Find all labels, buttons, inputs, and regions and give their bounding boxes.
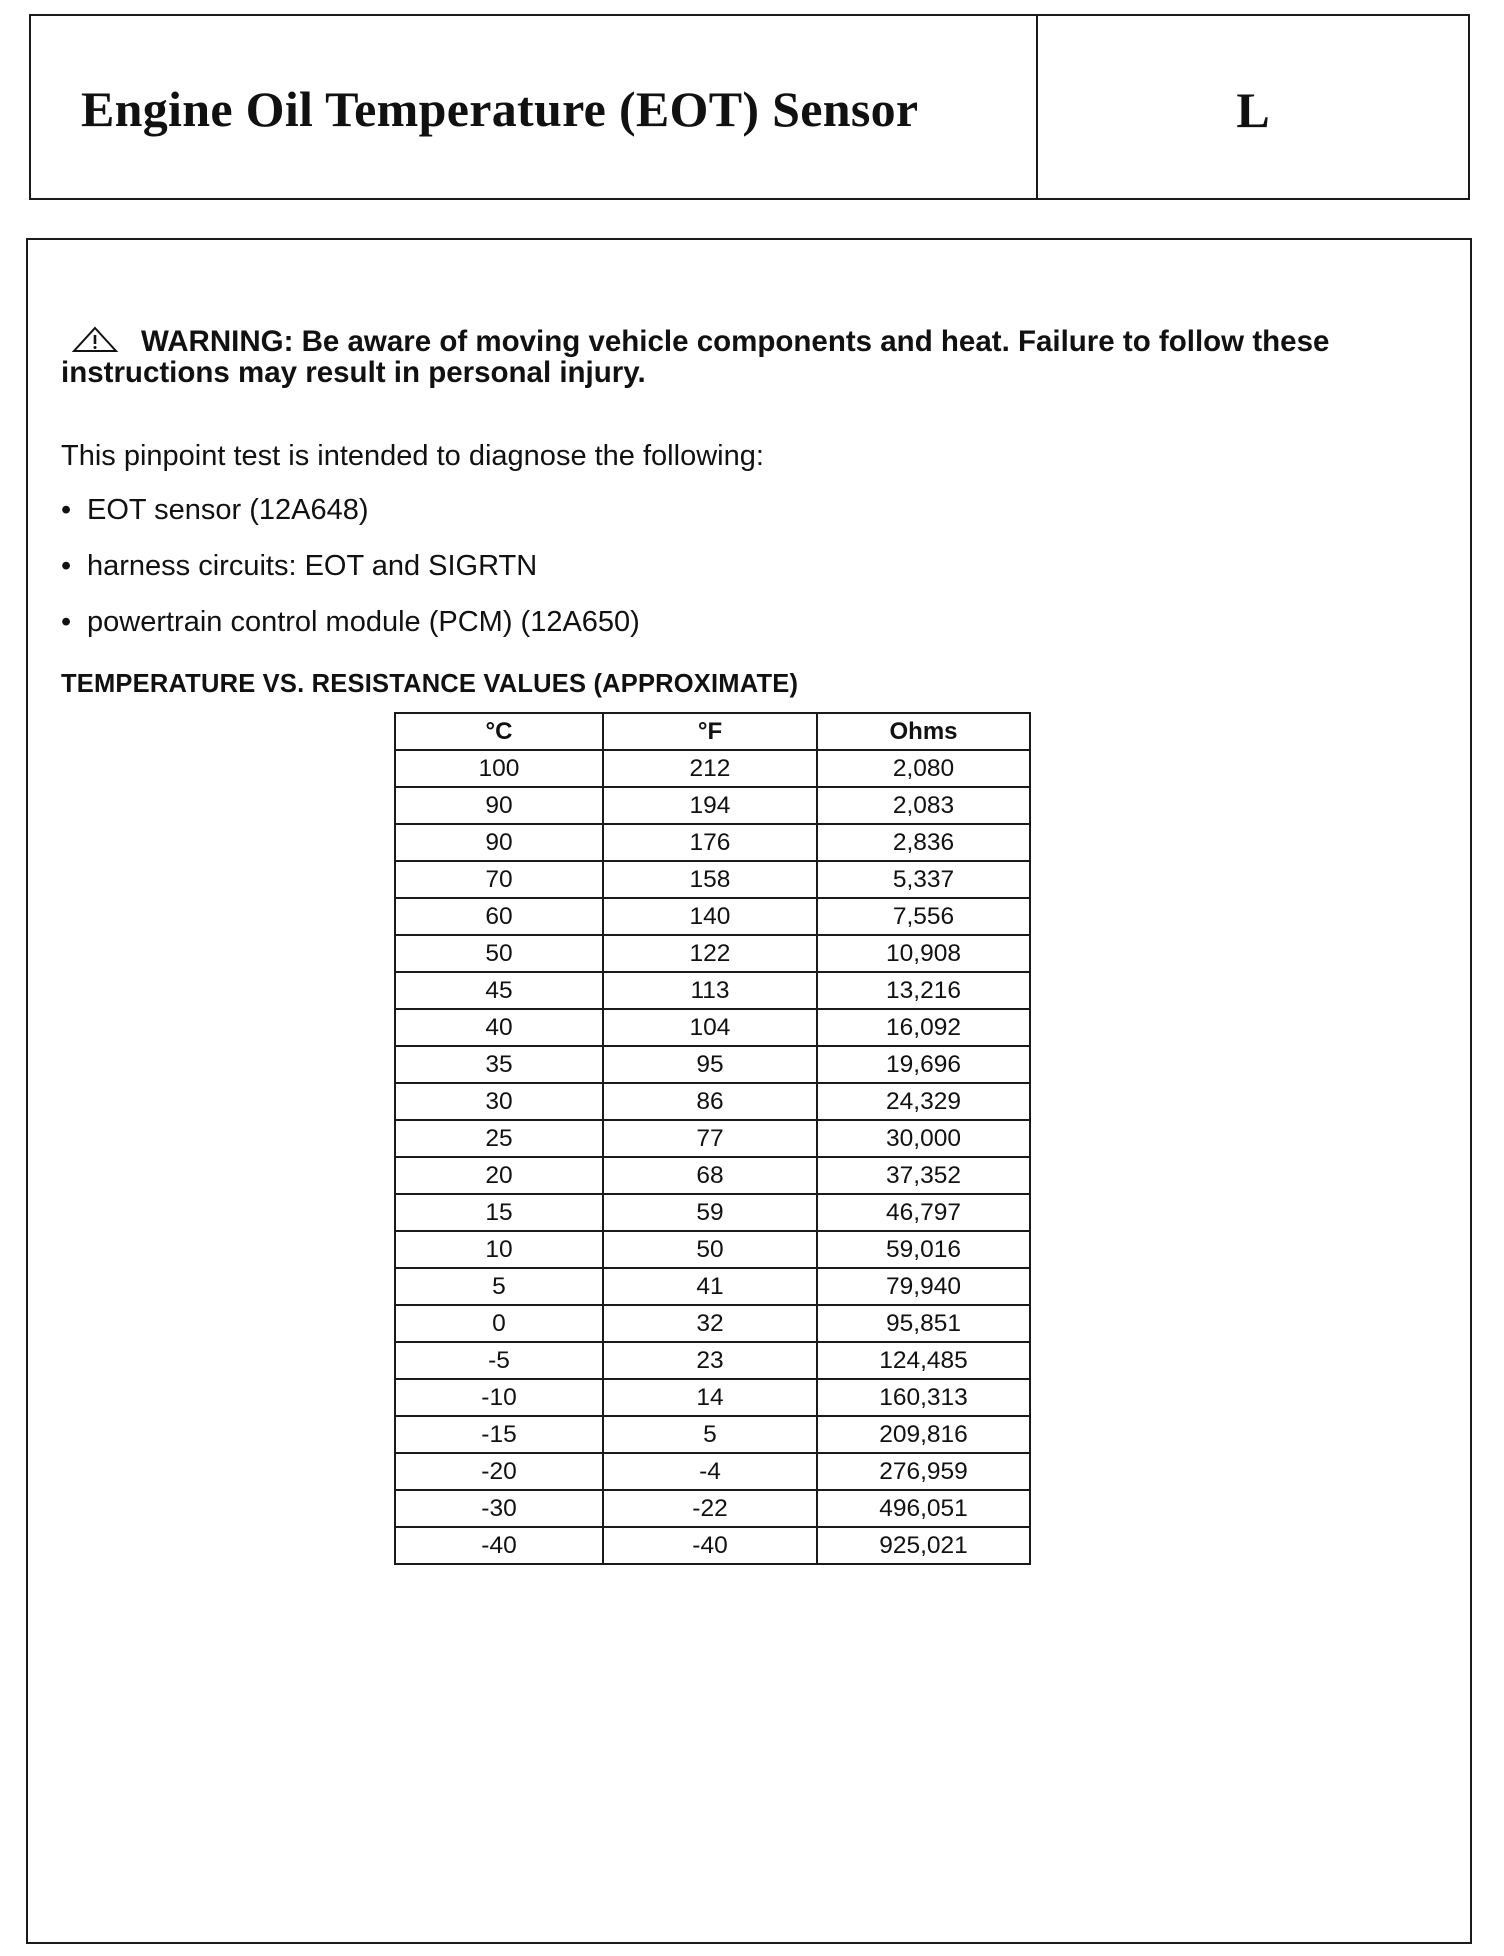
fahrenheit-cell: 104: [603, 1009, 817, 1046]
content-box: [26, 238, 1472, 1944]
table-row: [395, 898, 1030, 935]
ohms-cell: 160,313: [817, 1379, 1030, 1416]
celsius-cell: 90: [395, 787, 603, 824]
celsius-cell: 35: [395, 1046, 603, 1083]
ohms-cell: 496,051: [817, 1490, 1030, 1527]
warning-triangle-icon: [71, 326, 119, 354]
resistance-table: [394, 712, 1031, 1565]
fahrenheit-cell: 212: [603, 750, 817, 787]
fahrenheit-cell: 41: [603, 1268, 817, 1305]
fahrenheit-cell: 68: [603, 1157, 817, 1194]
ohms-cell: 59,016: [817, 1231, 1030, 1268]
celsius-cell: -40: [395, 1527, 603, 1564]
warning-text: WARNING: Be aware of moving vehicle components and heat. Failure to follow these instructions may result in personal injury.: [61, 325, 1330, 389]
table-row: [395, 861, 1030, 898]
ohms-cell: 16,092: [817, 1009, 1030, 1046]
fahrenheit-cell: 32: [603, 1305, 817, 1342]
celsius-cell: -30: [395, 1490, 603, 1527]
page-header: [29, 14, 1470, 200]
celsius-cell: 45: [395, 972, 603, 1009]
fahrenheit-cell: 14: [603, 1379, 817, 1416]
fahrenheit-cell: 5: [603, 1416, 817, 1453]
fahrenheit-cell: -22: [603, 1490, 817, 1527]
ohms-cell: 209,816: [817, 1416, 1030, 1453]
fahrenheit-cell: -40: [603, 1527, 817, 1564]
celsius-cell: 90: [395, 824, 603, 861]
ohms-cell: 10,908: [817, 935, 1030, 972]
table-row: [395, 1379, 1030, 1416]
diagnosis-list: [61, 493, 640, 661]
column-header-fahrenheit: °F: [603, 713, 817, 750]
celsius-cell: 40: [395, 1009, 603, 1046]
table-row: [395, 972, 1030, 1009]
fahrenheit-cell: 95: [603, 1046, 817, 1083]
celsius-cell: 30: [395, 1083, 603, 1120]
ohms-cell: 2,080: [817, 750, 1030, 787]
list-item: • powertrain control module (PCM) (12A650): [61, 606, 640, 638]
table-row: [395, 1527, 1030, 1564]
fahrenheit-cell: 176: [603, 824, 817, 861]
table-header-row: [395, 713, 1030, 750]
table-row: [395, 1120, 1030, 1157]
table-body: [395, 750, 1030, 1564]
table-row: [395, 1083, 1030, 1120]
table-row: [395, 1453, 1030, 1490]
celsius-cell: -5: [395, 1342, 603, 1379]
ohms-cell: 124,485: [817, 1342, 1030, 1379]
ohms-cell: 30,000: [817, 1120, 1030, 1157]
table-row: [395, 935, 1030, 972]
ohms-cell: 7,556: [817, 898, 1030, 935]
ohms-cell: 19,696: [817, 1046, 1030, 1083]
table-row: [395, 1009, 1030, 1046]
celsius-cell: 50: [395, 935, 603, 972]
table-row: [395, 1194, 1030, 1231]
header-section-cell: [1038, 16, 1468, 198]
table-row: [395, 1268, 1030, 1305]
table-title: TEMPERATURE VS. RESISTANCE VALUES (APPROXIMATE): [61, 670, 799, 698]
fahrenheit-cell: 113: [603, 972, 817, 1009]
list-item: • harness circuits: EOT and SIGRTN: [61, 550, 538, 582]
table-row: [395, 1231, 1030, 1268]
table-row: [395, 750, 1030, 787]
table-row: [395, 1157, 1030, 1194]
fahrenheit-cell: 23: [603, 1342, 817, 1379]
ohms-cell: 5,337: [817, 861, 1030, 898]
celsius-cell: 25: [395, 1120, 603, 1157]
celsius-cell: 0: [395, 1305, 603, 1342]
ohms-cell: 37,352: [817, 1157, 1030, 1194]
table-row: [395, 787, 1030, 824]
column-header-ohms: Ohms: [817, 713, 1030, 750]
ohms-cell: 2,836: [817, 824, 1030, 861]
ohms-cell: 24,329: [817, 1083, 1030, 1120]
table-row: [395, 1046, 1030, 1083]
celsius-cell: 15: [395, 1194, 603, 1231]
fahrenheit-cell: 122: [603, 935, 817, 972]
list-item: • EOT sensor (12A648): [61, 494, 369, 526]
warning-notice: [61, 326, 1451, 388]
table-row: [395, 1416, 1030, 1453]
fahrenheit-cell: 50: [603, 1231, 817, 1268]
celsius-cell: 70: [395, 861, 603, 898]
column-header-celsius: °C: [395, 713, 603, 750]
fahrenheit-cell: 140: [603, 898, 817, 935]
fahrenheit-cell: 59: [603, 1194, 817, 1231]
fahrenheit-cell: 194: [603, 787, 817, 824]
table-row: [395, 1305, 1030, 1342]
celsius-cell: 10: [395, 1231, 603, 1268]
ohms-cell: 79,940: [817, 1268, 1030, 1305]
celsius-cell: -15: [395, 1416, 603, 1453]
celsius-cell: 100: [395, 750, 603, 787]
fahrenheit-cell: 77: [603, 1120, 817, 1157]
fahrenheit-cell: 86: [603, 1083, 817, 1120]
celsius-cell: 20: [395, 1157, 603, 1194]
ohms-cell: 2,083: [817, 787, 1030, 824]
fahrenheit-cell: 158: [603, 861, 817, 898]
page-title: Engine Oil Temperature (EOT) Sensor: [81, 81, 919, 137]
table-row: [395, 1342, 1030, 1379]
fahrenheit-cell: -4: [603, 1453, 817, 1490]
ohms-cell: 46,797: [817, 1194, 1030, 1231]
celsius-cell: -20: [395, 1453, 603, 1490]
table-row: [395, 1490, 1030, 1527]
ohms-cell: 95,851: [817, 1305, 1030, 1342]
celsius-cell: -10: [395, 1379, 603, 1416]
table-row: [395, 824, 1030, 861]
ohms-cell: 13,216: [817, 972, 1030, 1009]
section-letter: L: [1236, 82, 1270, 138]
intro-text: This pinpoint test is intended to diagnose the following:: [61, 440, 764, 472]
ohms-cell: 925,021: [817, 1527, 1030, 1564]
ohms-cell: 276,959: [817, 1453, 1030, 1490]
celsius-cell: 60: [395, 898, 603, 935]
celsius-cell: 5: [395, 1268, 603, 1305]
header-title-cell: [31, 16, 1038, 198]
